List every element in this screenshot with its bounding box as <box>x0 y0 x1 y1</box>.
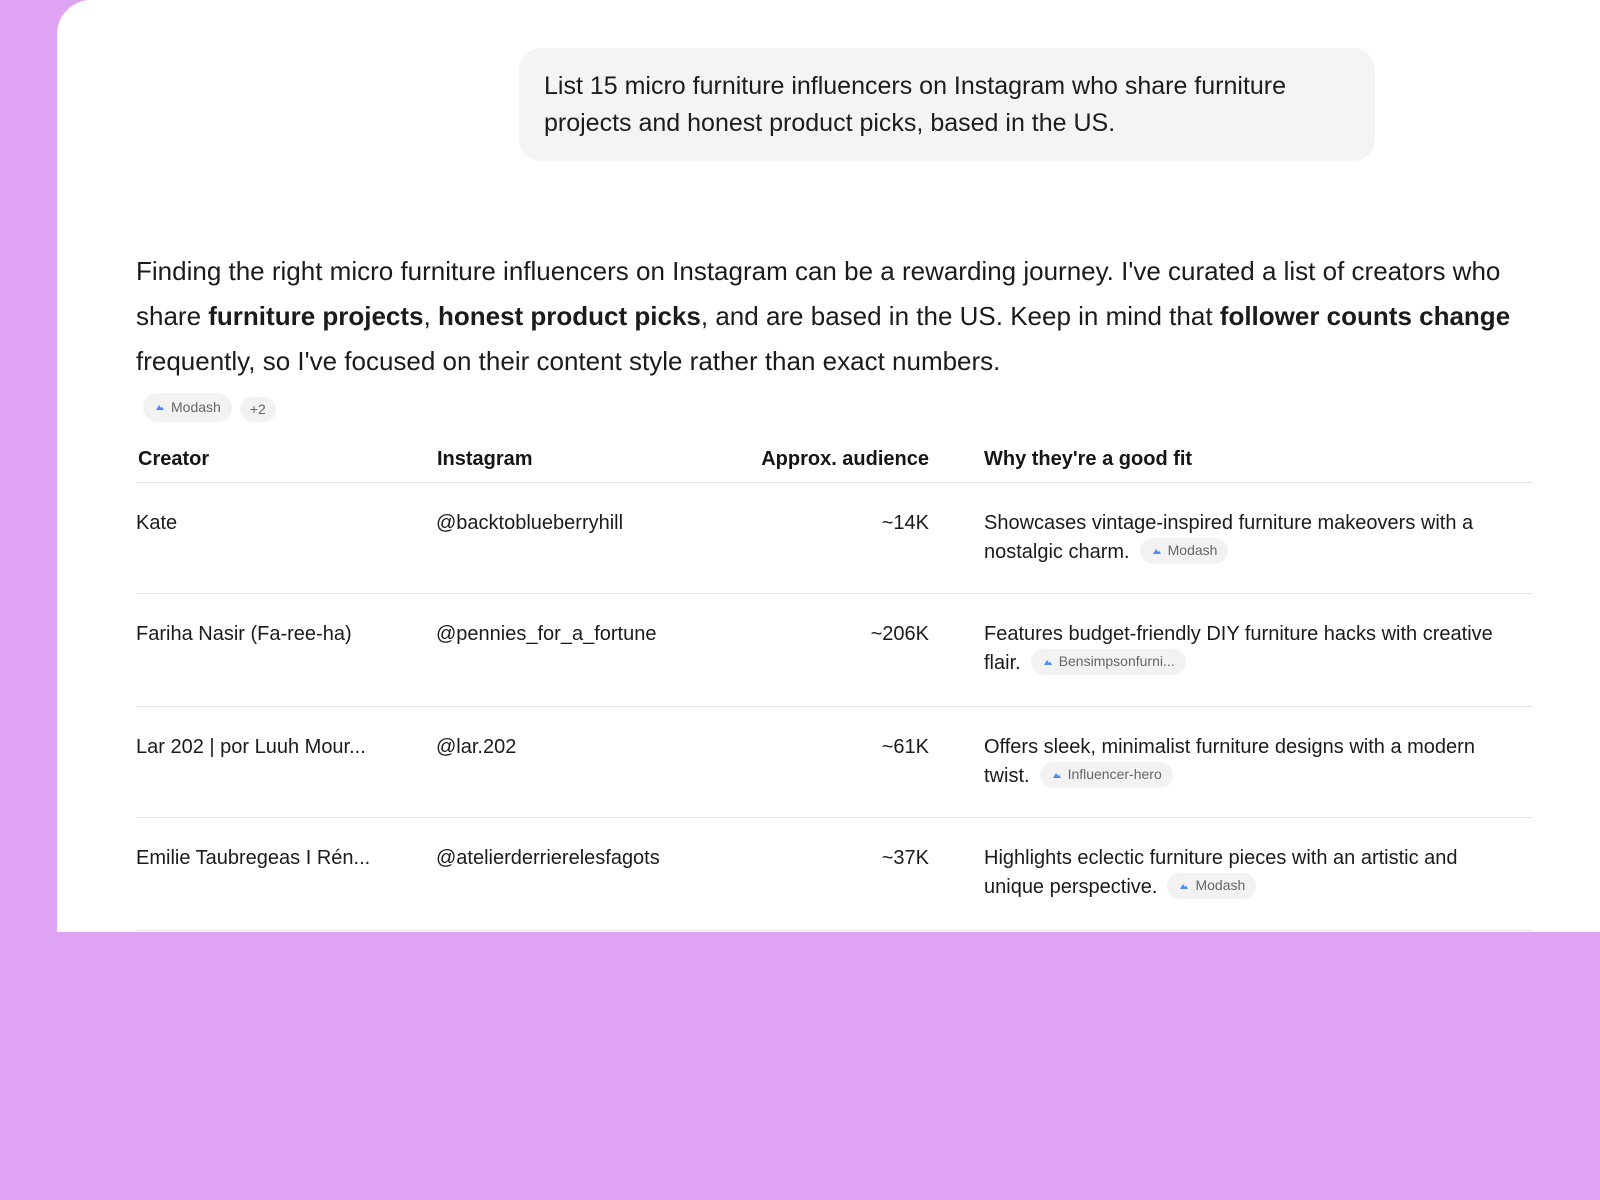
header-why: Why they're a good fit <box>929 436 1532 483</box>
why-good-fit <box>929 594 1532 707</box>
citation-chip[interactable] <box>1040 762 1173 788</box>
audience-size: ~206K <box>735 594 929 707</box>
source-favicon-icon <box>1153 548 1161 554</box>
why-text: Offers sleek, minimalist furniture designs with a modern twist. <box>984 736 1475 787</box>
citation-chip[interactable] <box>1167 873 1256 899</box>
table-row <box>136 818 1532 931</box>
citation-chip[interactable] <box>1140 538 1229 564</box>
audience-size: ~61K <box>735 707 929 818</box>
table-row <box>136 483 1532 594</box>
table-row <box>136 707 1532 818</box>
citation-source-label: Modash <box>1195 877 1246 894</box>
answer-text-3: frequently, so I've focused on their content style rather than exact numbers. <box>136 346 1001 376</box>
instagram-handle: @lar.202 <box>436 707 735 818</box>
influencer-table <box>136 436 1532 931</box>
header-instagram: Instagram <box>436 436 735 483</box>
why-good-fit <box>929 483 1532 594</box>
citation-chip[interactable] <box>1031 649 1186 675</box>
answer-bold-1: furniture projects <box>208 301 424 331</box>
source-favicon-icon <box>1180 883 1188 889</box>
user-message-bubble <box>519 48 1375 161</box>
instagram-handle: @atelierderrierelesfagots <box>436 818 735 931</box>
citation-source-label: Modash <box>1167 542 1218 559</box>
chat-panel <box>57 0 1600 932</box>
source-favicon-icon <box>1053 772 1061 778</box>
instagram-handle: @backtoblueberryhill <box>436 483 735 594</box>
table-row <box>136 594 1532 707</box>
why-text: Showcases vintage-inspired furniture makeovers with a nostalgic charm. <box>984 512 1474 563</box>
why-text: Features budget-friendly DIY furniture hacks with creative flair. <box>984 623 1493 674</box>
creator-name: Emilie Taubregeas I Rén... <box>136 818 436 931</box>
answer-bold-3: follower counts change <box>1219 301 1511 331</box>
table-header-row <box>136 436 1532 483</box>
citation-source-label: Influencer-hero <box>1067 766 1162 783</box>
more-citations-count: +2 <box>249 401 266 417</box>
why-good-fit <box>929 818 1532 931</box>
more-citations-chip[interactable] <box>240 397 276 422</box>
answer-separator: , <box>423 301 438 331</box>
source-favicon-icon <box>1044 659 1052 665</box>
audience-size: ~37K <box>735 818 929 931</box>
answer-text-1: Finding the right micro furniture influencers on Instagram can be a rewarding journey. I've curated a list of creators who share <box>136 256 1501 331</box>
citation-chip[interactable] <box>143 393 232 422</box>
citation-source-label: Bensimpsonfurni... <box>1058 653 1175 670</box>
audience-size: ~14K <box>735 483 929 594</box>
answer-text-2: , and are based in the US. Keep in mind that <box>700 301 1220 331</box>
source-favicon-icon <box>156 404 164 410</box>
answer-citations <box>143 392 276 422</box>
creator-name: Kate <box>136 483 436 594</box>
header-audience: Approx. audience <box>735 436 929 483</box>
assistant-answer <box>136 249 1556 384</box>
instagram-handle: @pennies_for_a_fortune <box>436 594 735 707</box>
answer-bold-2: honest product picks <box>437 301 701 331</box>
header-creator: Creator <box>136 436 436 483</box>
creator-name: Lar 202 | por Luuh Mour... <box>136 707 436 818</box>
user-message-text: List 15 micro furniture influencers on Instagram who share furniture projects and honest product picks, based in the US. <box>544 72 1287 137</box>
creator-name: Fariha Nasir (Fa-ree-ha) <box>136 594 436 707</box>
why-good-fit <box>929 707 1532 818</box>
citation-source-label: Modash <box>171 399 221 415</box>
why-text: Highlights eclectic furniture pieces with an artistic and unique perspective. <box>984 847 1458 898</box>
